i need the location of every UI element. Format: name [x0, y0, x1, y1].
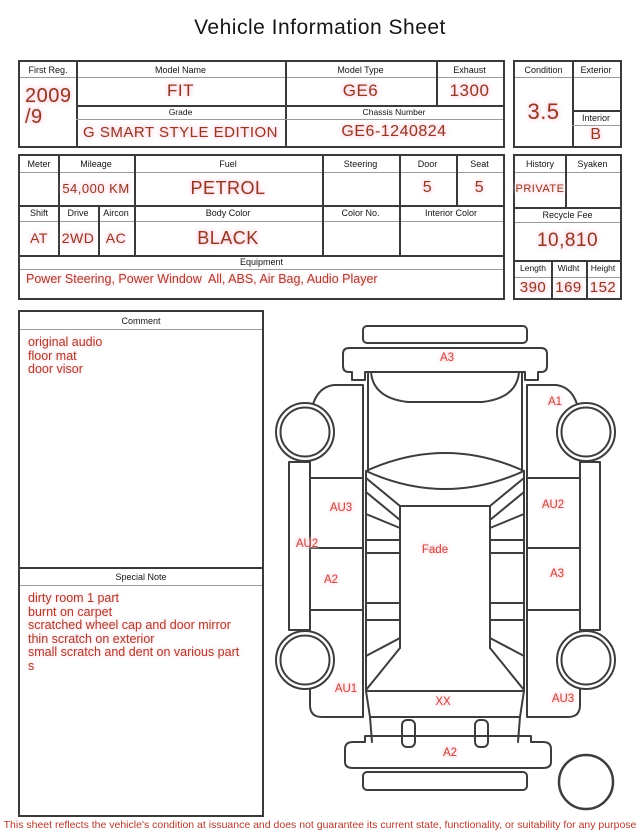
body-color-value: BLACK [197, 227, 259, 248]
color-no-value [322, 221, 399, 255]
syaken-label: Syaken [577, 159, 608, 169]
left-headlight [402, 720, 415, 747]
damage-label-right-door-a3: A3 [549, 568, 565, 580]
car-damage-diagram [262, 308, 634, 828]
divider [20, 585, 262, 586]
seat-value: 5 [474, 179, 485, 197]
front-panel-side [370, 717, 372, 742]
height-label: Height [590, 263, 616, 274]
interior-color-label: Interior Color [424, 208, 478, 218]
special-note-line: dirty room 1 part [28, 591, 120, 605]
height-value: 152 [589, 278, 617, 296]
fuel-label: Fuel [219, 159, 237, 169]
drive-label: Drive [67, 208, 89, 218]
syaken-value [565, 172, 620, 207]
comment-text [28, 336, 258, 377]
rear-spoiler [363, 326, 527, 343]
disclaimer-text: This sheet reflects the vehicle's condition at issuance and does not guarantee its current state, functionality, or suitability for any purpose [3, 819, 637, 831]
condition-table [513, 60, 622, 148]
damage-label-left-front-au1: AU1 [334, 683, 358, 695]
divider [20, 269, 503, 270]
divider [20, 329, 262, 330]
roof-contour [366, 453, 524, 489]
page-title: Vehicle Information Sheet [194, 16, 446, 39]
seat-label: Seat [470, 159, 489, 169]
front-lower-bar [363, 772, 527, 790]
right-headlight [475, 720, 488, 747]
comment-label: Comment [121, 315, 161, 326]
a-pillars [366, 478, 524, 506]
damage-label-right-front-au3: AU3 [551, 693, 575, 705]
exterior-value [572, 77, 620, 110]
right-front-wheel [557, 631, 615, 689]
shift-value: AT [30, 229, 48, 246]
length-label: Length [520, 263, 546, 274]
right-front-fender [490, 620, 524, 656]
condition-value: 3.5 [527, 98, 560, 124]
door-value: 5 [422, 179, 433, 197]
model-type-value: GE6 [342, 81, 379, 101]
damage-label-left-door-a2: A2 [323, 574, 339, 586]
interior-value: B [590, 126, 602, 144]
mileage-label: Mileage [80, 159, 112, 169]
first-reg-value: 2009 /9 [25, 85, 72, 128]
model-name-value: FIT [167, 81, 194, 101]
history-value: PRIVATE [515, 182, 565, 195]
meter-value [20, 172, 58, 205]
exterior-label: Exterior [580, 64, 612, 75]
damage-label-front-bumper-a2: A2 [442, 747, 458, 759]
drive-value: 2WD [61, 229, 95, 246]
divider [20, 567, 262, 569]
left-front-fender [366, 620, 400, 656]
aircon-value: AC [105, 229, 127, 246]
history-label: History [525, 159, 554, 169]
chassis-number-label: Chassis Number [362, 107, 426, 118]
mileage-value: 54,000 KM [62, 180, 130, 196]
comment-line: floor mat [28, 348, 77, 363]
special-note-line: burnt on carpet [28, 604, 113, 619]
right-fender-panel [490, 553, 524, 603]
damage-label-left-rocker-au2: AU2 [295, 538, 319, 550]
damage-label-right-door-au2: AU2 [541, 499, 565, 511]
vehicle-id-table [18, 60, 505, 148]
right-rocker-strip [580, 462, 600, 630]
damage-label-right-rear-a1: A1 [547, 396, 563, 408]
front-panel-side [518, 717, 520, 742]
damage-label-left-door-au3: AU3 [329, 502, 353, 514]
first-reg-label: First Reg. [28, 64, 68, 75]
damage-label-hood-fade: Fade [421, 544, 449, 556]
left-front-wheel [276, 631, 334, 689]
equipment-label: Equipment [239, 257, 284, 267]
special-note-line: s [28, 658, 35, 673]
comment-line: original audio [28, 335, 103, 349]
recycle-fee-value: 10,810 [536, 230, 599, 252]
meter-label: Meter [27, 159, 51, 169]
recycle-fee-label: Recycle Fee [542, 209, 593, 220]
aircon-label: Aircon [103, 208, 129, 218]
width-label: Widht [557, 263, 580, 274]
left-fender-piece [366, 514, 400, 540]
comment-box [18, 310, 264, 817]
interior-label: Interior [581, 112, 610, 123]
model-name-label: Model Name [154, 64, 207, 75]
body-color-label: Body Color [205, 208, 251, 218]
left-rear-wheel [276, 403, 334, 461]
exhaust-label: Exhaust [453, 64, 486, 75]
history-fee-table [513, 154, 622, 300]
comment-line: door visor [28, 362, 83, 376]
steering-value [322, 172, 399, 205]
vehicle-details-table [18, 154, 505, 300]
chassis-number-value: GE6-1240824 [341, 123, 447, 141]
grade-value: G SMART STYLE EDITION [83, 123, 278, 141]
fuel-value: PETROL [190, 178, 266, 199]
special-note-line: scratched wheel cap and door mirror [28, 618, 231, 632]
interior-color-value [399, 221, 503, 255]
steering-label: Steering [343, 159, 378, 169]
left-fender-panel [366, 553, 400, 603]
damage-label-cowl-xx: XX [435, 696, 451, 708]
model-type-label: Model Type [337, 64, 384, 75]
special-note-line: thin scratch on exterior [28, 631, 155, 646]
color-no-label: Color No. [341, 208, 380, 218]
rear-glass-corner [371, 372, 408, 402]
door-label: Door [417, 159, 438, 169]
shift-label: Shift [29, 208, 48, 218]
width-value: 169 [555, 278, 582, 296]
special-note-line: small scratch and dent on various part [28, 645, 240, 659]
special-note-label: Special Note [115, 571, 167, 582]
right-rear-wheel [557, 403, 615, 461]
condition-label: Condition [524, 64, 563, 75]
grade-label: Grade [168, 107, 193, 118]
damage-label-rear-bumper-a3: A3 [439, 352, 455, 364]
length-value: 390 [519, 278, 547, 296]
spare-tire [559, 755, 613, 809]
rear-glass-corner [482, 372, 519, 402]
exhaust-value: 1300 [449, 81, 490, 101]
right-fender-piece [490, 514, 524, 540]
equipment-value: Power Steering, Power Window All, ABS, Air Bag, Audio Player [26, 272, 378, 286]
special-note-text [28, 592, 260, 673]
